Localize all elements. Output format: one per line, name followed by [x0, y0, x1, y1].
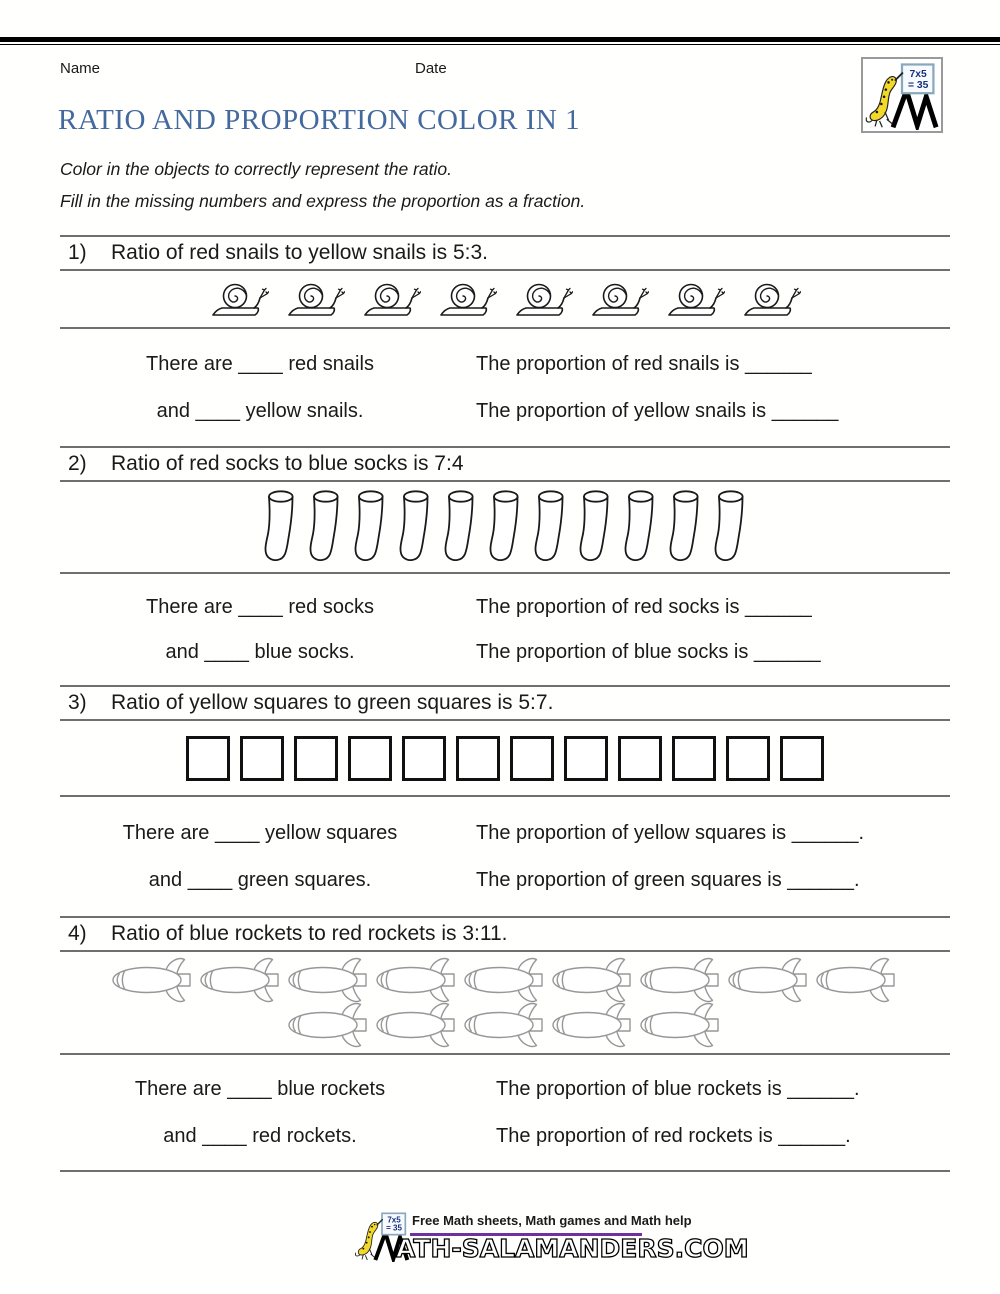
- question-row: [60, 640, 950, 664]
- problem-statement: Ratio of red snails to yellow snails is 5:3.: [111, 241, 489, 264]
- salamander-easel-icon: [864, 60, 940, 130]
- name-label: Name: [60, 60, 101, 77]
- sock-icon[interactable]: [264, 489, 297, 565]
- rocket-icon[interactable]: [549, 1001, 637, 1049]
- salamander-logo: [861, 57, 943, 133]
- problem-4-questions: [60, 1055, 950, 1170]
- rocket-icon[interactable]: [461, 1001, 549, 1049]
- sock-object-row: [60, 482, 950, 574]
- rocket-icon[interactable]: [285, 956, 373, 1004]
- snail-object-row: [60, 271, 950, 329]
- snail-icon[interactable]: [437, 280, 497, 318]
- problem-3-header: [60, 685, 950, 721]
- question-row: [60, 352, 950, 376]
- problem-1-questions: [60, 329, 950, 446]
- question-row: [60, 1124, 950, 1148]
- sock-icon[interactable]: [444, 489, 477, 565]
- site-wordmark: ATH-SALAMANDERS.COM: [396, 1234, 749, 1263]
- footer: [354, 1208, 749, 1270]
- instruction-line-1: Color in the objects to correctly represent the ratio.: [60, 159, 452, 179]
- snail-icon[interactable]: [513, 280, 573, 318]
- problem-1-header: [60, 235, 950, 271]
- sock-icon[interactable]: [579, 489, 612, 565]
- rocket-icon[interactable]: [637, 1001, 725, 1049]
- date-label: Date: [415, 60, 447, 77]
- snail-icon[interactable]: [665, 280, 725, 318]
- snail-icon[interactable]: [209, 280, 269, 318]
- snail-icon[interactable]: [589, 280, 649, 318]
- proportion-blank-text: The proportion of green squares is ______.: [476, 869, 860, 892]
- count-blank-text: There are ____ red snails: [146, 353, 374, 375]
- svg-text:= 35: = 35: [907, 79, 929, 91]
- question-row: [60, 821, 950, 845]
- count-blank-text: and ____ red rockets.: [163, 1124, 357, 1147]
- problem-2-header: [60, 446, 950, 482]
- page-title: RATIO AND PROPORTION COLOR IN 1: [58, 104, 581, 136]
- proportion-blank-text: The proportion of yellow snails is ______: [476, 400, 839, 422]
- svg-text:7x5: 7x5: [387, 1215, 401, 1225]
- proportion-blank-text: The proportion of blue socks is ______: [476, 641, 821, 663]
- snail-icon-row: [209, 280, 801, 318]
- rocket-icon[interactable]: [197, 956, 285, 1004]
- problem-3: [60, 685, 950, 916]
- rocket-icon-row: [109, 956, 901, 1004]
- problem-number: 2): [68, 452, 87, 475]
- problem-number: 4): [68, 922, 87, 945]
- problem-statement: Ratio of yellow squares to green squares is 5:7.: [111, 691, 554, 714]
- count-blank-text: There are ____ red socks: [146, 596, 374, 618]
- problem-1: [60, 235, 950, 446]
- square-icon[interactable]: [564, 736, 608, 781]
- problem-table: [60, 235, 950, 1172]
- rocket-icon-row: [285, 1001, 725, 1049]
- sock-icon[interactable]: [399, 489, 432, 565]
- count-blank-text: and ____ yellow snails.: [156, 400, 364, 422]
- proportion-blank-text: The proportion of red rockets is ______.: [496, 1124, 851, 1147]
- instruction-line-2: Fill in the missing numbers and express the proportion as a fraction.: [60, 191, 586, 211]
- count-blank-text: There are ____ blue rockets: [134, 1078, 386, 1101]
- proportion-blank-text: The proportion of red socks is ______: [476, 596, 812, 618]
- square-icon[interactable]: [780, 736, 824, 781]
- square-icon[interactable]: [240, 736, 284, 781]
- rocket-icon[interactable]: [373, 1001, 461, 1049]
- question-row: [60, 868, 950, 892]
- proportion-blank-text: The proportion of blue rockets is ______.: [496, 1078, 860, 1101]
- sock-icon[interactable]: [534, 489, 567, 565]
- svg-text:= 35: = 35: [386, 1223, 402, 1233]
- problem-2: [60, 446, 950, 685]
- rocket-icon[interactable]: [461, 956, 549, 1004]
- problem-statement: Ratio of blue rockets to red rockets is 3:11.: [111, 922, 508, 945]
- square-icon[interactable]: [402, 736, 446, 781]
- rocket-icon[interactable]: [725, 956, 813, 1004]
- square-icon-row: [186, 736, 824, 781]
- question-row: [60, 399, 950, 423]
- question-row: [60, 595, 950, 619]
- square-icon[interactable]: [672, 736, 716, 781]
- svg-text:7x5: 7x5: [909, 69, 927, 81]
- footer-tagline: Free Math sheets, Math games and Math help: [412, 1213, 692, 1228]
- square-icon[interactable]: [186, 736, 230, 781]
- square-object-row: [60, 721, 950, 797]
- problem-3-questions: [60, 797, 950, 916]
- square-icon[interactable]: [618, 736, 662, 781]
- sock-icon[interactable]: [714, 489, 747, 565]
- sock-icon[interactable]: [669, 489, 702, 565]
- sock-icon[interactable]: [309, 489, 342, 565]
- rocket-icon[interactable]: [373, 956, 461, 1004]
- count-blank-text: and ____ blue socks.: [165, 641, 355, 663]
- rocket-icon[interactable]: [285, 1001, 373, 1049]
- snail-icon[interactable]: [741, 280, 801, 318]
- snail-icon[interactable]: [285, 280, 345, 318]
- problem-number: 1): [68, 241, 87, 264]
- sock-icon[interactable]: [624, 489, 657, 565]
- rocket-icon[interactable]: [637, 956, 725, 1004]
- problem-4-header: [60, 916, 950, 952]
- sock-icon[interactable]: [354, 489, 387, 565]
- square-icon[interactable]: [348, 736, 392, 781]
- sock-icon-row: [264, 489, 747, 565]
- rocket-object-row: [60, 952, 950, 1055]
- problem-4: [60, 916, 950, 1170]
- proportion-blank-text: The proportion of red snails is ______: [476, 353, 812, 375]
- count-blank-text: There are ____ yellow squares: [122, 821, 398, 844]
- rocket-icon[interactable]: [813, 956, 901, 1004]
- problem-statement: Ratio of red socks to blue socks is 7:4: [111, 452, 464, 475]
- rocket-icon[interactable]: [109, 956, 197, 1004]
- rocket-icon[interactable]: [549, 956, 637, 1004]
- snail-icon[interactable]: [361, 280, 421, 318]
- top-border: [0, 37, 1000, 45]
- proportion-blank-text: The proportion of yellow squares is ______.: [476, 821, 865, 844]
- square-icon[interactable]: [726, 736, 770, 781]
- square-icon[interactable]: [510, 736, 554, 781]
- count-blank-text: and ____ green squares.: [148, 869, 372, 892]
- square-icon[interactable]: [456, 736, 500, 781]
- square-icon[interactable]: [294, 736, 338, 781]
- sock-icon[interactable]: [489, 489, 522, 565]
- problem-2-questions: [60, 574, 950, 685]
- question-row: [60, 1077, 950, 1101]
- problem-number: 3): [68, 691, 87, 714]
